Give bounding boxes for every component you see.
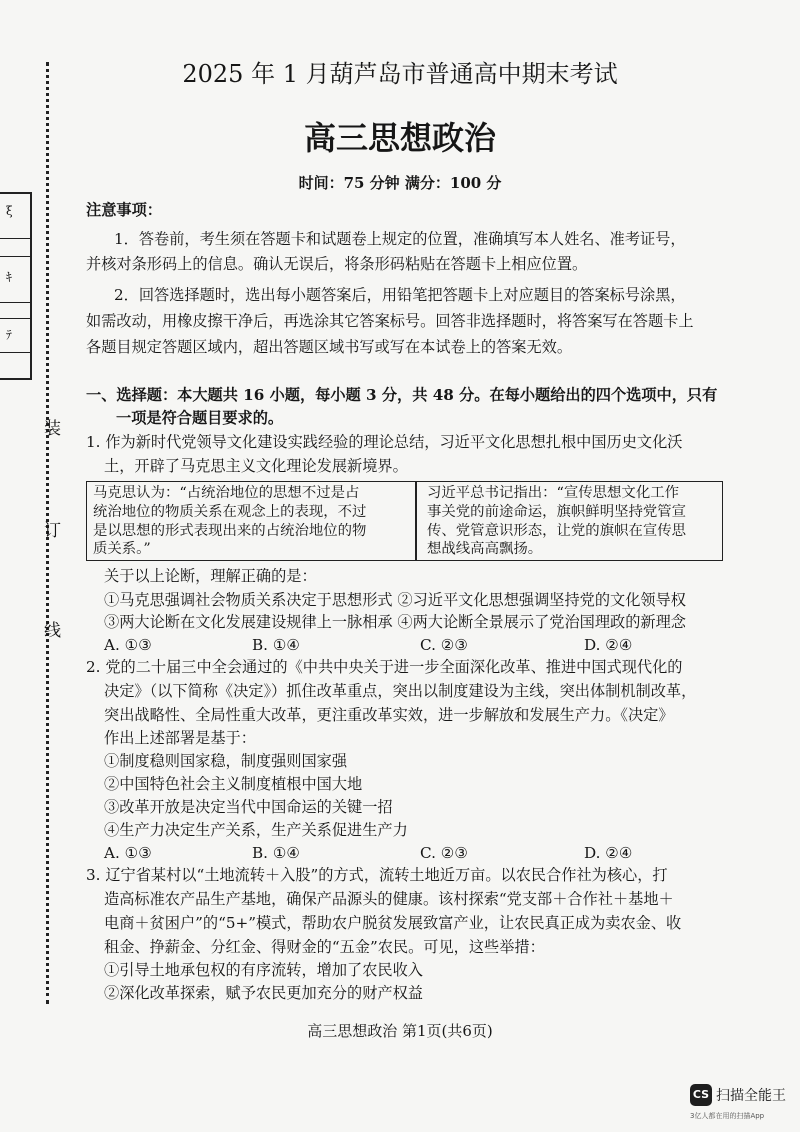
box-mark-3: ﾃ [6,328,13,342]
q2-option: ②中国特色社会主义制度植根中国大地 [104,775,363,793]
q2-stem: 决定》（以下简称《决定》）抓住改革重点，突出以制度建设为主线，突出体制机制改革， [104,682,697,700]
page-footer: 高三思想政治 第1页(共6页) [307,1022,493,1040]
section-heading: 一、选择题：本大题共 16 小题，每小题 3 分，共 48 分。在每小题给出的四个选项中，只有 [86,386,718,404]
q2-option: ①制度稳则国家稳，制度强则国家强 [104,752,347,770]
q2-stem: 突出战略性、全局性重大改革，更注重改革实效，进一步解放和发展生产力。《决定》 [104,706,674,724]
binding-char-zhuang: 装 [44,419,61,439]
q2-choice-b: B. ①④ [252,844,301,862]
exam-title: 2025 年 1 月葫芦岛市普通高中期末考试 [182,60,618,88]
q2-option: ③改革开放是决定当代中国命运的关键一招 [104,798,393,816]
notice-line: 如需改动，用橡皮擦干净后，再选涂其它答案标号。回答非选择题时，将答案写在答题卡上 [86,312,694,330]
box-mark-2: ｷ [6,270,13,284]
marx-quote-line: 马克思认为：“占统治地位的思想不过是占 [93,485,360,501]
xi-quote-line: 事关党的前途命运，旗帜鲜明坚持党管宣 [427,504,687,520]
notice-line: 1．答卷前，考生须在答题卡和试题卷上规定的位置，准确填写本人姓名、准考证号， [114,230,686,248]
student-info-box [0,192,32,380]
subject-title: 高三思想政治 [303,119,496,157]
q2-stem: 作出上述部署是基于： [104,729,256,747]
q1-choice-b: B. ①④ [252,636,301,654]
notice-line: 并核对条形码上的信息。确认无误后，将条形码粘贴在答题卡上相应位置。 [86,255,588,273]
notice-line: 2．回答选择题时，选出每小题答案后，用铅笔把答题卡上对应题目的答案标号涂黑， [114,286,686,304]
q3-stem: 电商＋贫困户”的“5+”模式，帮助农户脱贫发展致富产业，让农民真正成为卖农金、收 [104,914,682,932]
q2-choice-c: C. ②③ [420,844,468,862]
q1-ask: 关于以上论断，理解正确的是： [104,567,317,585]
q1-options: ①马克思强调社会物质关系决定于思想形式 ②习近平文化思想强调坚持党的文化领导权 [104,591,686,609]
q1-choice-d: D. ②④ [584,636,633,654]
section-heading-cont: 一项是符合题目要求的。 [116,409,284,427]
q1-options: ③两大论断在文化发展建设规律上一脉相承 ④两大论断全景展示了党治国理政的新理念 [104,613,686,631]
camscanner-logo-icon: CS [690,1084,712,1106]
q3-stem: 租金、挣薪金、分红金、得财金的“五金”农民。可见，这些举措： [104,938,545,956]
q2-choice-a: A. ①③ [104,844,152,862]
marx-quote-line: 是以思想的形式表现出来的占统治地位的物 [93,523,367,539]
marx-quote-line: 质关系。” [93,541,151,557]
watermark-name: 扫描全能王 [716,1088,786,1104]
binding-char-ding: 订 [44,521,61,541]
q1-choice-a: A. ①③ [104,636,152,654]
q3-stem: 3. 辽宁省某村以“土地流转＋入股”的方式，流转土地近万亩。以农民合作社为核心，打 [86,866,668,884]
q2-choice-d: D. ②④ [584,844,633,862]
q1-quote-table [86,481,723,561]
binding-char-xian: 线 [44,621,61,641]
q3-option: ②深化改革探索，赋予农民更加充分的财产权益 [104,984,423,1002]
q1-stem: 1. 作为新时代党领导文化建设实践经验的理论总结，习近平文化思想扎根中国历史文化沃 [86,433,683,451]
q1-choice-c: C. ②③ [420,636,468,654]
box-mark-1: ξ [6,204,13,218]
notice-heading: 注意事项： [86,201,162,219]
xi-quote-line: 想战线高高飘扬。 [427,541,543,557]
q3-option: ①引导土地承包权的有序流转，增加了农民收入 [104,961,423,979]
xi-quote-line: 习近平总书记指出：“宣传思想文化工作 [427,485,679,501]
marx-quote-line: 统治地位的物质关系在观念上的表现，不过 [93,504,367,520]
xi-quote-line: 传、党管意识形态，让党的旗帜在宣传思 [427,523,687,539]
time-info: 时间：75 分钟 满分：100 分 [298,174,502,192]
q1-stem: 土，开辟了马克思主义文化理论发展新境界。 [104,457,408,475]
watermark-tagline: 3亿人都在用的扫描App [690,1112,765,1120]
q2-stem: 2. 党的二十届三中全会通过的《中共中央关于进一步全面深化改革、推进中国式现代化的 [86,658,683,676]
notice-line: 各题目规定答题区域内，超出答题区域书写或写在本试卷上的答案无效。 [86,338,572,356]
q3-stem: 造高标准农产品生产基地，确保产品源头的健康。该村探索“党支部＋合作社＋基地＋ [104,890,674,908]
q2-option: ④生产力决定生产关系，生产关系促进生产力 [104,821,408,839]
